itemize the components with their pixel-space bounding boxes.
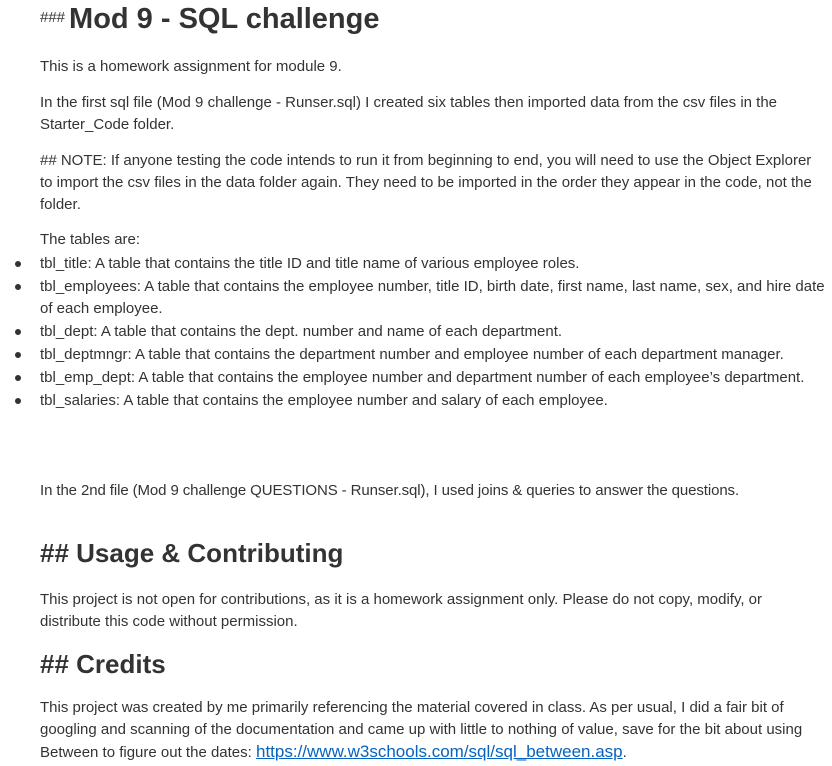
bullet-icon: [15, 329, 21, 335]
list-item: tbl_emp_dept: A table that contains the employee number and department number of each employee’s department.: [40, 367, 825, 389]
list-item: tbl_title: A table that contains the title ID and title name of various employee roles.: [40, 253, 825, 275]
credits-heading: ## Credits: [40, 649, 166, 679]
bullet-icon: [15, 375, 21, 381]
tables-heading: The tables are:: [40, 231, 141, 248]
list-item: tbl_dept: A table that contains the dept. number and name of each department.: [40, 321, 825, 343]
list-item: tbl_deptmngr: A table that contains the department number and employee number of each department manager.: [40, 344, 825, 366]
list-item: tbl_salaries: A table that contains the employee number and salary of each employee.: [40, 390, 825, 412]
bullet-icon: [15, 398, 21, 404]
bullet-icon: [15, 284, 21, 290]
usage-paragraph: This project is not open for contributions, as it is a homework assignment only. Please do not copy, modify, or distribute this code without permission.: [40, 591, 763, 630]
bullet-icon: [15, 352, 21, 358]
bullet-icon: [15, 261, 21, 267]
title-hash-marks: ###: [40, 9, 66, 26]
credits-paragraph: [40, 697, 825, 764]
usage-heading: ## Usage & Contributing: [40, 538, 344, 568]
second-file-paragraph: In the 2nd file (Mod 9 challenge QUESTIONS - Runser.sql), I used joins & queries to answer the questions.: [40, 482, 740, 499]
first-file-paragraph: In the first sql file (Mod 9 challenge - Runser.sql) I created six tables then imported data from the csv files in the Starter_Code folder.: [40, 94, 778, 133]
title-text: Mod 9 - SQL challenge: [69, 3, 380, 35]
list-item: tbl_employees: A table that contains the employee number, title ID, birth date, first name, last name, sex, and hire date of each employee.: [40, 276, 825, 320]
w3schools-link[interactable]: https://www.w3schools.com/sql/sql_between.asp: [255, 742, 623, 761]
page-title: [40, 3, 380, 36]
intro-paragraph: This is a homework assignment for module 9.: [40, 58, 342, 75]
tables-list: [40, 253, 825, 413]
note-paragraph: ## NOTE: If anyone testing the code intends to run it from beginning to end, you will need to use the Object Explorer to import the csv files in the data folder again. They need to be imported in the order they appear in the code, not the folder.: [40, 152, 812, 213]
credits-trailing: .: [622, 744, 627, 761]
credits-text: This project was created by me primarily referencing the material covered in class. As per usual, I did a fair bit of googling and scanning of the documentation and came up with little to nothing of value, save for the bit about using Between to figure out the dates:: [40, 699, 803, 761]
